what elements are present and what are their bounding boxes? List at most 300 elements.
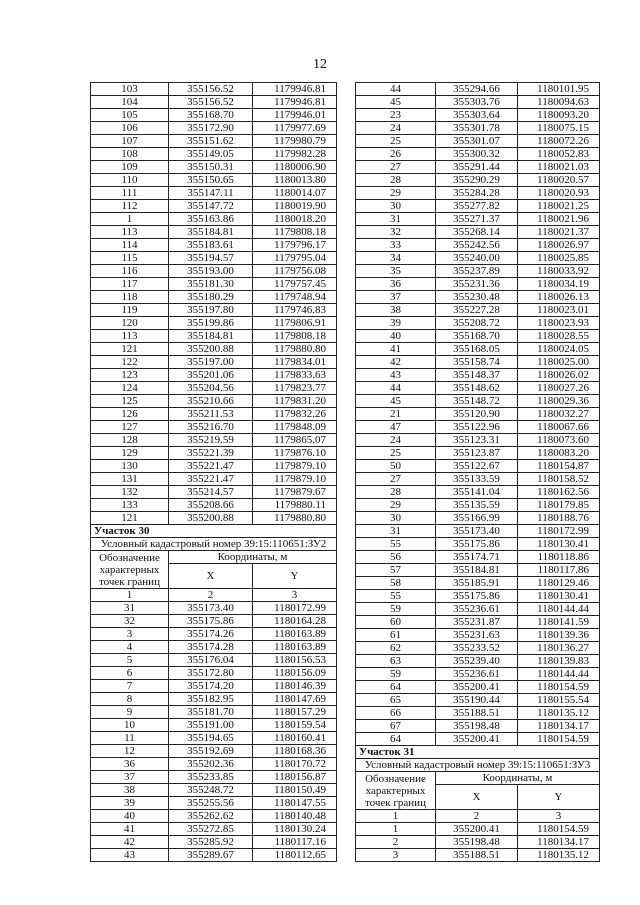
- point-number: 43: [91, 849, 169, 862]
- coord-x: 355173.40: [169, 602, 253, 615]
- table-row: [91, 641, 337, 654]
- table-row: [91, 473, 337, 486]
- coord-x: 355198.48: [436, 720, 518, 733]
- coord-y: 1180130.24: [253, 823, 337, 836]
- table-row: [91, 836, 337, 849]
- coord-y: 1180146.39: [253, 680, 337, 693]
- table-row: [91, 706, 337, 719]
- coord-y: 1180147.69: [253, 693, 337, 706]
- coord-x: 355204.56: [169, 382, 253, 395]
- table-row: [356, 616, 600, 629]
- coord-x: 355231.36: [436, 278, 518, 291]
- coord-y: 1179795.04: [253, 252, 337, 265]
- point-number: 132: [91, 486, 169, 499]
- table-row: [91, 304, 337, 317]
- point-number: 45: [356, 96, 436, 109]
- header-x: X: [436, 785, 518, 810]
- table-row: [356, 836, 600, 849]
- coord-x: 355176.04: [169, 654, 253, 667]
- coord-x: 355148.37: [436, 369, 518, 382]
- point-number: 36: [356, 278, 436, 291]
- point-number: 30: [356, 200, 436, 213]
- point-number: 25: [356, 447, 436, 460]
- coord-x: 355197.80: [169, 304, 253, 317]
- coord-x: 355255.56: [169, 797, 253, 810]
- table-row: [356, 849, 600, 862]
- coord-x: 355135.59: [436, 499, 518, 512]
- table-row: [91, 732, 337, 745]
- coord-x: 355237.89: [436, 265, 518, 278]
- coord-y: 1180025.85: [518, 252, 600, 265]
- point-number: 37: [356, 291, 436, 304]
- point-number: 3: [91, 628, 169, 641]
- coord-x: 355156.52: [169, 83, 253, 96]
- coord-y: 1180130.41: [518, 590, 600, 603]
- coord-y: 1179834.01: [253, 356, 337, 369]
- coord-x: 355214.57: [169, 486, 253, 499]
- coord-x: 355194.57: [169, 252, 253, 265]
- table-row: [91, 122, 337, 135]
- coord-x: 355184.81: [169, 330, 253, 343]
- table-row: [91, 343, 337, 356]
- table-row: [356, 642, 600, 655]
- coord-y: 1180144.44: [518, 668, 600, 681]
- table-row: [356, 577, 600, 590]
- coord-y: 1180172.99: [518, 525, 600, 538]
- coord-y: 1179946.81: [253, 96, 337, 109]
- coord-x: 355301.07: [436, 135, 518, 148]
- coord-y: 1179980.79: [253, 135, 337, 148]
- point-number: 6: [91, 667, 169, 680]
- table-row: [356, 122, 600, 135]
- table-row: [91, 849, 337, 862]
- coord-y: 1179880.80: [253, 343, 337, 356]
- coord-y: 1180157.29: [253, 706, 337, 719]
- coord-y: 1180018.20: [253, 213, 337, 226]
- header-designation: Обозначение характерных точек границ: [91, 551, 169, 589]
- point-number: 64: [356, 733, 436, 746]
- coord-y: 1180019.90: [253, 200, 337, 213]
- coord-x: 355301.78: [436, 122, 518, 135]
- coord-x: 355271.37: [436, 213, 518, 226]
- table-row: [356, 733, 600, 746]
- coord-y: 1180117.86: [518, 564, 600, 577]
- coord-x: 355193.00: [169, 265, 253, 278]
- point-number: 56: [356, 551, 436, 564]
- coord-y: 1180155.54: [518, 694, 600, 707]
- coord-x: 355272.85: [169, 823, 253, 836]
- coord-y: 1180156.09: [253, 667, 337, 680]
- point-number: 8: [91, 693, 169, 706]
- coord-y: 1180156.87: [253, 771, 337, 784]
- table-row: [356, 499, 600, 512]
- coord-y: 1179982.28: [253, 148, 337, 161]
- coord-y: 1179876.10: [253, 447, 337, 460]
- coord-y: 1180136.27: [518, 642, 600, 655]
- coord-y: 1180013.80: [253, 174, 337, 187]
- coord-y: 1180164.28: [253, 615, 337, 628]
- table-row: [356, 174, 600, 187]
- coord-y: 1180134.17: [518, 720, 600, 733]
- coord-x: 355231.63: [436, 629, 518, 642]
- coord-y: 1180006.90: [253, 161, 337, 174]
- point-number: 26: [356, 148, 436, 161]
- coord-y: 1180072.26: [518, 135, 600, 148]
- header-y: Y: [253, 564, 337, 589]
- coord-x: 355211.53: [169, 408, 253, 421]
- coord-y: 1180023.93: [518, 317, 600, 330]
- point-number: 11: [91, 732, 169, 745]
- point-number: 39: [356, 317, 436, 330]
- table-row: [91, 810, 337, 823]
- coord-y: 1180163.89: [253, 641, 337, 654]
- coord-x: 355184.81: [436, 564, 518, 577]
- point-number: 123: [91, 369, 169, 382]
- coord-y: 1180179.85: [518, 499, 600, 512]
- table-row: [91, 239, 337, 252]
- table-row: [356, 603, 600, 616]
- coord-y: 1180168.36: [253, 745, 337, 758]
- point-number: 24: [356, 434, 436, 447]
- point-number: 104: [91, 96, 169, 109]
- page-number: 12: [313, 57, 327, 72]
- point-number: 1: [356, 823, 436, 836]
- coord-x: 355150.65: [169, 174, 253, 187]
- point-number: 33: [356, 239, 436, 252]
- coord-x: 355233.52: [436, 642, 518, 655]
- coord-x: 355123.87: [436, 447, 518, 460]
- table-row: [91, 693, 337, 706]
- coord-table-left: [90, 82, 337, 862]
- coord-x: 355202.36: [169, 758, 253, 771]
- coord-x: 355277.82: [436, 200, 518, 213]
- coord-y: 1180014.07: [253, 187, 337, 200]
- table-row: [356, 434, 600, 447]
- header-y: Y: [518, 785, 600, 810]
- table-row: [356, 135, 600, 148]
- coord-y: 1180021.96: [518, 213, 600, 226]
- header-num-1: 1: [91, 589, 169, 602]
- section-31-cadastral: Условный кадастровый номер 39:15:110651:ЗУ3: [356, 759, 600, 772]
- point-number: 47: [356, 421, 436, 434]
- coord-y: 1180159.54: [253, 719, 337, 732]
- section-31-title: Участок 31: [356, 746, 600, 759]
- point-number: 130: [91, 460, 169, 473]
- coord-y: 1179977.69: [253, 122, 337, 135]
- table-row: [91, 291, 337, 304]
- point-number: 31: [91, 602, 169, 615]
- coord-x: 355175.86: [436, 538, 518, 551]
- point-number: 105: [91, 109, 169, 122]
- table-row: [356, 304, 600, 317]
- coord-y: 1179879.10: [253, 473, 337, 486]
- coord-y: 1179756.08: [253, 265, 337, 278]
- table-row: [91, 278, 337, 291]
- table-row: [91, 382, 337, 395]
- coord-table-right: [355, 82, 600, 862]
- coord-y: 1180020.93: [518, 187, 600, 200]
- point-number: 64: [356, 681, 436, 694]
- coord-x: 355190.44: [436, 694, 518, 707]
- section-30-cadastral: Условный кадастровый номер 39:15:110651:ЗУ2: [91, 538, 337, 551]
- coord-y: 1179831.20: [253, 395, 337, 408]
- header-coordinates: Координаты, м: [436, 772, 600, 785]
- coord-x: 355200.88: [169, 343, 253, 356]
- coord-y: 1179746.83: [253, 304, 337, 317]
- point-number: 119: [91, 304, 169, 317]
- header-num-1: 1: [356, 810, 436, 823]
- table-row: [356, 525, 600, 538]
- table-row: [91, 797, 337, 810]
- table-row: [356, 681, 600, 694]
- point-number: 120: [91, 317, 169, 330]
- point-number: 65: [356, 694, 436, 707]
- coord-x: 355175.86: [436, 590, 518, 603]
- coord-x: 355166.99: [436, 512, 518, 525]
- coord-x: 355221.47: [169, 473, 253, 486]
- point-number: 45: [356, 395, 436, 408]
- coord-x: 355303.76: [436, 96, 518, 109]
- coord-y: 1180154.59: [518, 733, 600, 746]
- point-number: 115: [91, 252, 169, 265]
- table-row: [91, 654, 337, 667]
- point-number: 44: [356, 83, 436, 96]
- coord-x: 355174.71: [436, 551, 518, 564]
- coord-x: 355120.90: [436, 408, 518, 421]
- table-row: [91, 771, 337, 784]
- point-number: 121: [91, 343, 169, 356]
- table-row: [356, 823, 600, 836]
- coord-y: 1180144.44: [518, 603, 600, 616]
- coord-x: 355236.61: [436, 603, 518, 616]
- coord-x: 355200.41: [436, 733, 518, 746]
- point-number: 32: [356, 226, 436, 239]
- table-row: [356, 109, 600, 122]
- coord-y: 1179865.07: [253, 434, 337, 447]
- coord-y: 1180052.83: [518, 148, 600, 161]
- table-row: [91, 135, 337, 148]
- coord-y: 1180027.26: [518, 382, 600, 395]
- point-number: 103: [91, 83, 169, 96]
- coord-x: 355300.32: [436, 148, 518, 161]
- coord-x: 355147.11: [169, 187, 253, 200]
- point-number: 29: [356, 499, 436, 512]
- point-number: 35: [356, 265, 436, 278]
- point-number: 59: [356, 668, 436, 681]
- table-row: [91, 148, 337, 161]
- coord-y: 1179833.63: [253, 369, 337, 382]
- coord-x: 355174.28: [169, 641, 253, 654]
- coord-x: 355201.06: [169, 369, 253, 382]
- point-number: 41: [356, 343, 436, 356]
- point-number: 24: [356, 122, 436, 135]
- point-number: 110: [91, 174, 169, 187]
- point-number: 128: [91, 434, 169, 447]
- coord-y: 1180118.86: [518, 551, 600, 564]
- coord-y: 1179946.01: [253, 109, 337, 122]
- point-number: 131: [91, 473, 169, 486]
- point-number: 23: [356, 109, 436, 122]
- point-number: 27: [356, 161, 436, 174]
- coord-y: 1179848.09: [253, 421, 337, 434]
- coord-x: 355240.00: [436, 252, 518, 265]
- header-num-3: 3: [253, 589, 337, 602]
- table-row: [91, 317, 337, 330]
- coord-x: 355239.40: [436, 655, 518, 668]
- coord-x: 355133.59: [436, 473, 518, 486]
- point-number: 112: [91, 200, 169, 213]
- coord-y: 1180032.27: [518, 408, 600, 421]
- point-number: 9: [91, 706, 169, 719]
- table-row: [356, 382, 600, 395]
- coord-x: 355158.74: [436, 356, 518, 369]
- coord-y: 1179748.94: [253, 291, 337, 304]
- table-row: [91, 460, 337, 473]
- table-row: [91, 252, 337, 265]
- point-number: 106: [91, 122, 169, 135]
- point-number: 29: [356, 187, 436, 200]
- coord-y: 1180025.00: [518, 356, 600, 369]
- coord-x: 355184.81: [169, 226, 253, 239]
- table-row: [356, 551, 600, 564]
- coord-x: 355168.70: [436, 330, 518, 343]
- point-number: 117: [91, 278, 169, 291]
- coord-y: 1180129.46: [518, 577, 600, 590]
- coord-y: 1180139.83: [518, 655, 600, 668]
- coord-y: 1180101.95: [518, 83, 600, 96]
- coord-x: 355200.41: [436, 823, 518, 836]
- table-row: [356, 200, 600, 213]
- coord-x: 355290.29: [436, 174, 518, 187]
- coord-y: 1180135.12: [518, 849, 600, 862]
- coord-x: 355200.41: [436, 681, 518, 694]
- point-number: 58: [356, 577, 436, 590]
- point-number: 25: [356, 135, 436, 148]
- coord-y: 1180075.15: [518, 122, 600, 135]
- coord-y: 1180140.48: [253, 810, 337, 823]
- coord-x: 355233.85: [169, 771, 253, 784]
- coord-x: 355183.61: [169, 239, 253, 252]
- point-number: 124: [91, 382, 169, 395]
- table-row: [356, 369, 600, 382]
- coord-x: 355174.26: [169, 628, 253, 641]
- point-number: 114: [91, 239, 169, 252]
- table-row: [91, 369, 337, 382]
- coord-y: 1179808.18: [253, 330, 337, 343]
- coord-x: 355147.72: [169, 200, 253, 213]
- table-row: [356, 668, 600, 681]
- coord-x: 355291.44: [436, 161, 518, 174]
- coord-x: 355149.05: [169, 148, 253, 161]
- table-row: [91, 434, 337, 447]
- point-number: 31: [356, 213, 436, 226]
- coord-x: 355122.67: [436, 460, 518, 473]
- table-row: [91, 174, 337, 187]
- table-row: [356, 655, 600, 668]
- point-number: 111: [91, 187, 169, 200]
- table-row: [356, 96, 600, 109]
- coord-x: 355230.48: [436, 291, 518, 304]
- table-row: [91, 330, 337, 343]
- coord-x: 355185.91: [436, 577, 518, 590]
- coord-x: 355248.72: [169, 784, 253, 797]
- table-row: [356, 590, 600, 603]
- coord-x: 355227.28: [436, 304, 518, 317]
- coord-x: 355197.00: [169, 356, 253, 369]
- header-x: X: [169, 564, 253, 589]
- coord-y: 1179823.77: [253, 382, 337, 395]
- coord-y: 1180021.25: [518, 200, 600, 213]
- coord-y: 1180093.20: [518, 109, 600, 122]
- coord-x: 355200.88: [169, 512, 253, 525]
- coord-x: 355199.86: [169, 317, 253, 330]
- coord-y: 1180154.87: [518, 460, 600, 473]
- coord-x: 355284.28: [436, 187, 518, 200]
- point-number: 55: [356, 538, 436, 551]
- point-number: 3: [356, 849, 436, 862]
- coord-y: 1180154.59: [518, 823, 600, 836]
- coord-y: 1180163.89: [253, 628, 337, 641]
- coord-x: 355148.62: [436, 382, 518, 395]
- table-row: [91, 83, 337, 96]
- table-row: [91, 200, 337, 213]
- table-row: [91, 109, 337, 122]
- point-number: 109: [91, 161, 169, 174]
- point-number: 44: [356, 382, 436, 395]
- coord-x: 355194.65: [169, 732, 253, 745]
- coord-y: 1180117.16: [253, 836, 337, 849]
- coord-y: 1180026.02: [518, 369, 600, 382]
- coord-y: 1180023.01: [518, 304, 600, 317]
- coord-y: 1180156.53: [253, 654, 337, 667]
- table-row: [356, 330, 600, 343]
- coord-x: 355268.14: [436, 226, 518, 239]
- point-number: 129: [91, 447, 169, 460]
- point-number: 116: [91, 265, 169, 278]
- point-number: 59: [356, 603, 436, 616]
- coord-x: 355231.87: [436, 616, 518, 629]
- coord-y: 1180021.37: [518, 226, 600, 239]
- coord-y: 1180112.65: [253, 849, 337, 862]
- table-row: [91, 758, 337, 771]
- coord-x: 355141.04: [436, 486, 518, 499]
- coord-x: 355122.96: [436, 421, 518, 434]
- coord-x: 355191.00: [169, 719, 253, 732]
- coord-x: 355208.72: [436, 317, 518, 330]
- coord-y: 1179879.10: [253, 460, 337, 473]
- coord-y: 1180020.57: [518, 174, 600, 187]
- table-row: [91, 447, 337, 460]
- point-number: 41: [91, 823, 169, 836]
- coord-y: 1180067.66: [518, 421, 600, 434]
- point-number: 31: [356, 525, 436, 538]
- point-number: 5: [91, 654, 169, 667]
- point-number: 42: [356, 356, 436, 369]
- coord-x: 355174.20: [169, 680, 253, 693]
- point-number: 43: [356, 369, 436, 382]
- point-number: 28: [356, 486, 436, 499]
- coord-y: 1180034.19: [518, 278, 600, 291]
- table-row: [91, 395, 337, 408]
- coord-x: 355242.56: [436, 239, 518, 252]
- table-row: [356, 512, 600, 525]
- header-num-2: 2: [169, 589, 253, 602]
- coord-x: 355294.66: [436, 83, 518, 96]
- coord-y: 1180130.41: [518, 538, 600, 551]
- coord-x: 355219.59: [169, 434, 253, 447]
- table-row: [356, 187, 600, 200]
- coord-y: 1179796.17: [253, 239, 337, 252]
